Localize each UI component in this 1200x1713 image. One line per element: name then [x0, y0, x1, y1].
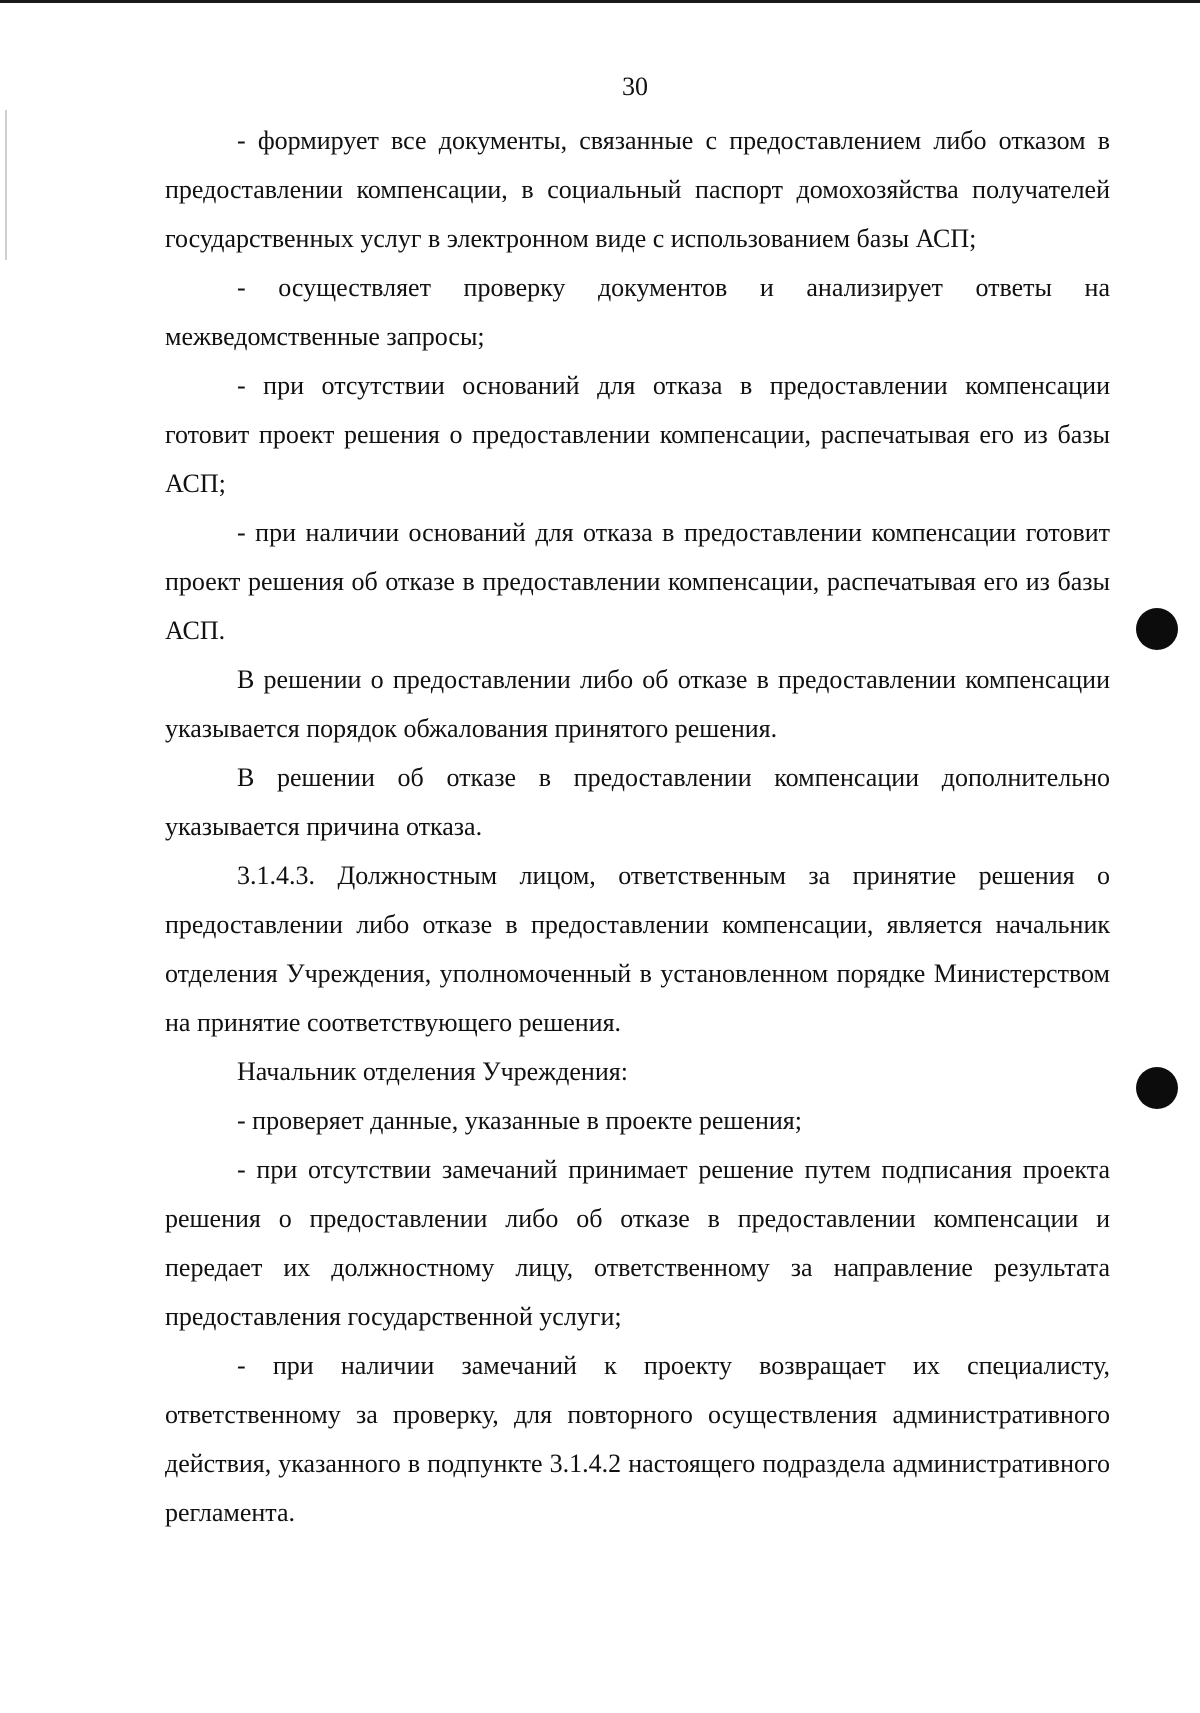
paragraph: 3.1.4.3. Должностным лицом, ответственным за принятие решения о предоставлении либо отказе в предоставлении компенсации, является начальник отделения Учреждения, уполномоченный в установленном порядке Министерством на принятие соответствующего решения.: [165, 861, 1110, 1037]
paragraph: В решении об отказе в предоставлении компенсации дополнительно указывается причина отказа.: [165, 763, 1110, 841]
paragraph: В решении о предоставлении либо об отказе в предоставлении компенсации указывается порядок обжалования принятого решения.: [165, 665, 1110, 743]
paragraph: Начальник отделения Учреждения:: [237, 1057, 628, 1086]
paragraph: - формирует все документы, связанные с предоставлением либо отказом в предоставлении компенсации, в социальный паспорт домохозяйства получателей государственных услуг в электронном виде с использованием базы АСП;: [165, 126, 1110, 253]
paragraph: - проверяет данные, указанные в проекте решения;: [237, 1106, 802, 1135]
paragraph: - при отсутствии замечаний принимает решение путем подписания проекта решения о предоставлении либо об отказе в предоставлении компенсации и передает их должностному лицу, ответственному за направление результата предоставления государственной услуги;: [165, 1155, 1110, 1331]
paragraph: - при наличии оснований для отказа в предоставлении компенсации готовит проект решения об отказе в предоставлении компенсации, распечатывая его из базы АСП.: [165, 518, 1110, 645]
punch-hole: [1136, 608, 1178, 650]
scan-edge-line: [0, 0, 1200, 3]
page-number: 30: [622, 72, 648, 101]
paragraph: - при отсутствии оснований для отказа в предоставлении компенсации готовит проект решения о предоставлении компенсации, распечатывая его из базы АСП;: [165, 371, 1110, 498]
document-body: [165, 116, 1110, 1537]
paragraph: - при наличии замечаний к проекту возвращает их специалисту, ответственному за проверку, для повторного осуществления административного действия, указанного в подпункте 3.1.4.2 настоящего подраздела административного регламента.: [165, 1351, 1110, 1527]
punch-hole: [1136, 1067, 1178, 1109]
scan-margin-mark: [5, 110, 7, 260]
paragraph: - осуществляет проверку документов и анализирует ответы на межведомственные запросы;: [165, 273, 1110, 351]
